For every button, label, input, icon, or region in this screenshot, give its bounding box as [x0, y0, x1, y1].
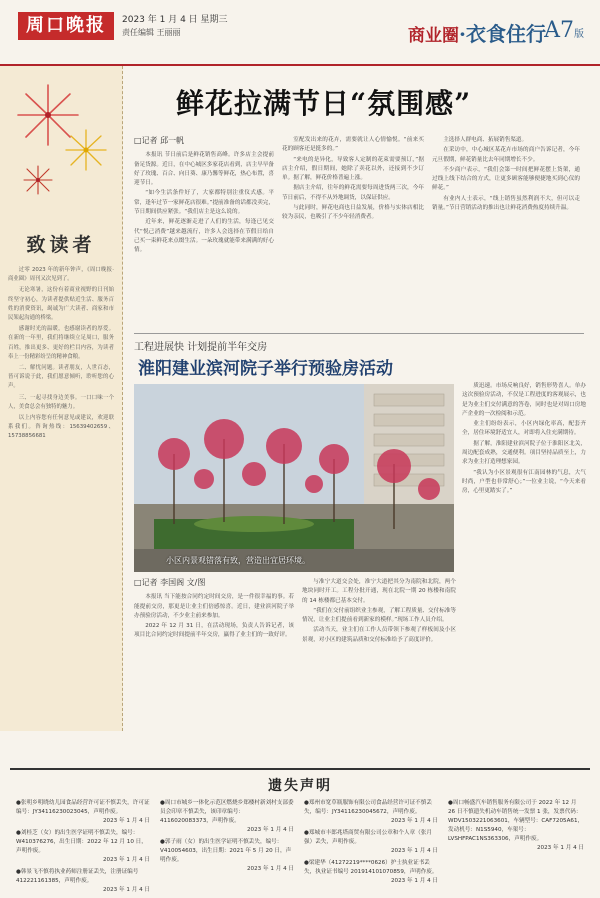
notice-text: ●周口畅盛汽车销售服务有限公司于 2022 年 12 月 26 日不慎遗失机动车销售统一发票 1 张，发票代码：WDV1503221063601，车辆型号：CAF7205A61，发动机号：N1S5940，车架号：LVSHFPAC1NS363306，声明作废。 — [448, 800, 584, 842]
article1-paragraph: 本报讯 节日前后是鲜花销售高峰。许多店主会提前备足货源。近日，在中心城区多家花店看到，店主早早备好了玫瑰、百合、向日葵、康乃馨等鲜花，热心布置，喜迎节日。 — [134, 152, 274, 187]
notice-item — [304, 829, 438, 856]
page-code: A7 — [544, 18, 574, 43]
notice-text: ●梁建华（41272219****0626）护士执业证书丢失，执业证书编号 201914101070859，声明作废。 — [304, 860, 438, 875]
article2-paragraph: “我认为小区景观很有江南园林的气息，大气时尚，户型也非常舒心；”一位业主说，“今天来看房，心里更踏实了。” — [462, 469, 586, 495]
article2-paragraph: 本报讯 当下能按合同约定时间交房，是一件很幸福的事。若能提前交房，那更是让业主们倍感惊喜。近日，建业滨河院子举办预验房活动，不少业主前来参加。 — [134, 594, 294, 619]
article1-paragraph: 室配发出来的花卉，需要就让人心情愉悦。“前来买花的顾客还是挺多的。” — [282, 137, 424, 153]
article1-column-2 — [282, 136, 424, 328]
article2-photo — [134, 384, 454, 572]
article2-byline: □记者 李国阁 文/图 — [134, 578, 206, 587]
article2-column-1 — [134, 578, 294, 693]
notice-text: ●韩景飞不慎将执业药师注册证丢失，注册证编号 412221161385，声明作废。 — [16, 869, 139, 884]
section-title — [408, 18, 546, 47]
notice-item — [160, 799, 294, 835]
article2-paragraph: 据了解，淮阳建业滨河院子位于淮阳区北关，周边配套成熟，交通便利。项目坚持品质至上，力求为业主打造理想家园。 — [462, 440, 586, 466]
notice-date: 2023 年 1 月 4 日 — [102, 857, 150, 863]
reader-paragraph: 过零 2023 年的新年钟声，《周口晚报·商业圈》周刊又次见到了。 — [8, 267, 114, 283]
editor-credit: 责任编辑 王丽丽 — [122, 28, 181, 37]
article2-kicker: 工程进展快 计划提前半年交房 — [134, 342, 268, 353]
notice-date: 2023 年 1 月 4 日 — [390, 848, 438, 854]
notice-item — [16, 799, 150, 826]
reader-paragraph: 二、解忧问题。读者朋友，人世百态，皆可诉说于此，我们愿意倾听，聆听您的心声。 — [8, 365, 114, 390]
notice-text: ●刘桂芝（女）的出生医学证明不慎丢失，编号：W410376276，出生日期：2022 年 12 月 10 日，声明作废。 — [16, 830, 147, 854]
reader-letter-body — [8, 266, 114, 444]
reader-paragraph: 以上内容您有任何意见或建议，欢迎联系我们。咨询热线：15639402659、15738856681 — [8, 415, 114, 440]
page-number — [544, 18, 584, 43]
garden-photo — [134, 384, 454, 572]
notice-column-3 — [304, 799, 438, 889]
notice-item — [16, 868, 150, 895]
notice-item — [448, 799, 584, 853]
notice-column-4 — [448, 799, 584, 856]
article2-paragraph: 业主们纷纷表示，小区内绿化率高，配套齐全，居住环境舒适宜人，对即将入住充满期待。 — [462, 421, 586, 437]
notice-date: 2023 年 1 月 4 日 — [246, 827, 294, 833]
notice-item — [160, 838, 294, 874]
article1-paragraph: 近年来，鲜花逐渐走进了人们的生活，每逢已见交代“悦己消费”越来越流行，许多人会选择在节假日给自己买一束鲜花来点缀生活。一朵玫瑰就能带来满满的好心情。 — [134, 219, 274, 254]
article2-paragraph: 质迅速。市场反响良好，销售形势喜人。单办这次预验房活动，不仅是工程进度的客观展示，也是为业主们交付满意的答卷，同时也是对周口房地产企业的一次检阅和示范。 — [462, 383, 586, 417]
article1-paragraph: 不少商户表示，“我们会第一时间把鲜花摆上货架，通过线上线下结合的方式，让更多顾客能够便捷地买到心仪的鲜花。” — [432, 166, 580, 192]
article2-column-3 — [462, 382, 586, 690]
article2-paragraph: “我们在交付前组织业主参观，了解工程质量、交付标准等情况，让业主们提前看到新家的模样。”现场工作人员介绍。 — [302, 607, 456, 624]
article2-paragraph: 活动当天，业主们在工作人员带领下参观了样板间及小区景观，对小区的建筑品质和交付标准给予了高度评价。 — [302, 627, 456, 643]
article1-headline: 鲜花拉满节日“氛围感” — [176, 87, 472, 120]
masthead — [0, 0, 600, 66]
reader-paragraph: 感谢时光的温暖，也感谢读者的厚爱。在新的一年里，我们将继续立足周口，服务百姓，推出更多、更好的栏目内容，为读者奉上一份精彩纷呈的精神食粮。 — [8, 326, 114, 360]
article1-column-3 — [432, 136, 580, 328]
notice-text: ●郑州市宽草瓶服饰有限公司食品经营许可证不慎丢失，编号：JY34116230045672，声明作废。 — [304, 800, 432, 815]
notice-column-1 — [16, 799, 150, 898]
notice-text: ●张明乡明晓幼儿园食品经营许可证不慎丢失，许可证编号：JY34116230023045，声明作废。 — [16, 800, 150, 815]
article1-column-1 — [134, 136, 274, 328]
section-subtitle: ·衣食住行 — [459, 22, 546, 46]
notice-divider — [10, 768, 590, 770]
lost-notices — [16, 799, 584, 893]
notice-date: 2023 年 1 月 4 日 — [246, 866, 294, 872]
article1-paragraph: 据店主介绍，往年的鲜花需要每周进货两三次，今年节日前后，不得不从外地调货，以保证供应。 — [282, 185, 424, 201]
issue-date: 2023 年 1 月 4 日 星期三 — [122, 15, 228, 25]
notice-text: ●郭子雨（女）的出生医学证明不慎丢失，编号：V410054603，出生日期：2021 年 5 月 20 日，声明作废。 — [160, 839, 292, 863]
notice-text: ●郑城市丰郎兆塔商贸有限公司公章和个人章（张月强）丢失，声明作废。 — [304, 830, 432, 845]
article1-paragraph: “来电的是异化，导致客人定制的花束需要预订，”据店主介绍，假日期间，她除了卖花以外，还接到不少订单。据了解，鲜花价格普遍上涨。 — [282, 156, 424, 182]
notice-column-2 — [160, 799, 294, 877]
article1-byline: □记者 邱一帆 — [134, 136, 185, 145]
lost-notice-title: 遗失声明 — [268, 778, 332, 794]
reader-paragraph: 无论寒暑，这份有着商业视野的日刊始终坚守初心，为读者提供贴近生活、服务百姓的消费资讯，竭诚为广大读者、商家和市民架起沟通的桥梁。 — [8, 287, 114, 322]
article2-headline: 淮阳建业滨河院子举行预验房活动 — [138, 359, 393, 379]
section-divider — [134, 333, 584, 334]
article1-paragraph: 主选择人群电商、拓展销售渠道。 — [443, 137, 528, 143]
notice-date: 2023 年 1 月 4 日 — [390, 818, 438, 824]
article1-paragraph: 在采访中，中心城区某花卉市场的商户告诉记者，今年元旦假期，鲜花销量比去年同期增长不少。 — [432, 147, 580, 163]
fireworks-icon — [8, 70, 114, 220]
notice-date: 2023 年 1 月 4 日 — [102, 887, 150, 893]
notice-item — [304, 859, 438, 886]
section-name: 商业圈 — [408, 26, 460, 46]
article2-paragraph: 与准宁大道交会处，准宁大道把其分为南院和北院，两个地块同时开工。工程分批开通，现在北院一期 20 栋楼和南院的 14 栋楼都已基本交付。 — [302, 579, 456, 604]
notice-item — [16, 829, 150, 865]
article1-paragraph: “如今生活条件好了，大家都特别注重仪式感。平常，逢年过节一家鲜花店很难。”提前准备的话都没卖完，节日期间供应紧张。“我们店主是这么说的。 — [134, 190, 274, 216]
newspaper-logo: 周口晚报 — [18, 12, 114, 40]
article2-paragraph: 2022 年 12 月 31 日，在活动现场，负责人告诉记者，该项目比合同约定时间提前半年交房，赢得了业主们的一致好评。 — [134, 623, 294, 639]
reader-letter-title: 致读者 — [26, 234, 96, 256]
notice-text: ●周口市城乡一体化示范区燃烧乡郑楼村新刘村支部委员会印章不慎丢失，该印章编号：4116020083373，声明作废。 — [160, 800, 294, 824]
article2-column-2 — [302, 578, 456, 693]
article1-paragraph: 有业内人士表示，“线上销售虽然利润不大，但可以走销量。”节日营销活动的推出也让鲜花消费热度持续升温。 — [432, 195, 580, 212]
page-unit: 版 — [574, 29, 584, 40]
photo-caption: 小区内景观错落有致，营造出宜居环境。 — [166, 556, 310, 565]
notice-item — [304, 799, 438, 826]
article1-paragraph: 与此同时，鲜花电商也日益发展，价格与实体店相比较为亲民，也吸引了不少年轻消费者。 — [282, 205, 424, 221]
notice-date: 2023 年 1 月 4 日 — [390, 878, 438, 884]
notice-date: 2023 年 1 月 4 日 — [102, 818, 150, 824]
notice-date: 2023 年 1 月 4 日 — [536, 845, 584, 851]
reader-paragraph: 三、一起寻找身边美事。一口口味一个人，美食总会有独特的魅力。 — [8, 394, 114, 410]
